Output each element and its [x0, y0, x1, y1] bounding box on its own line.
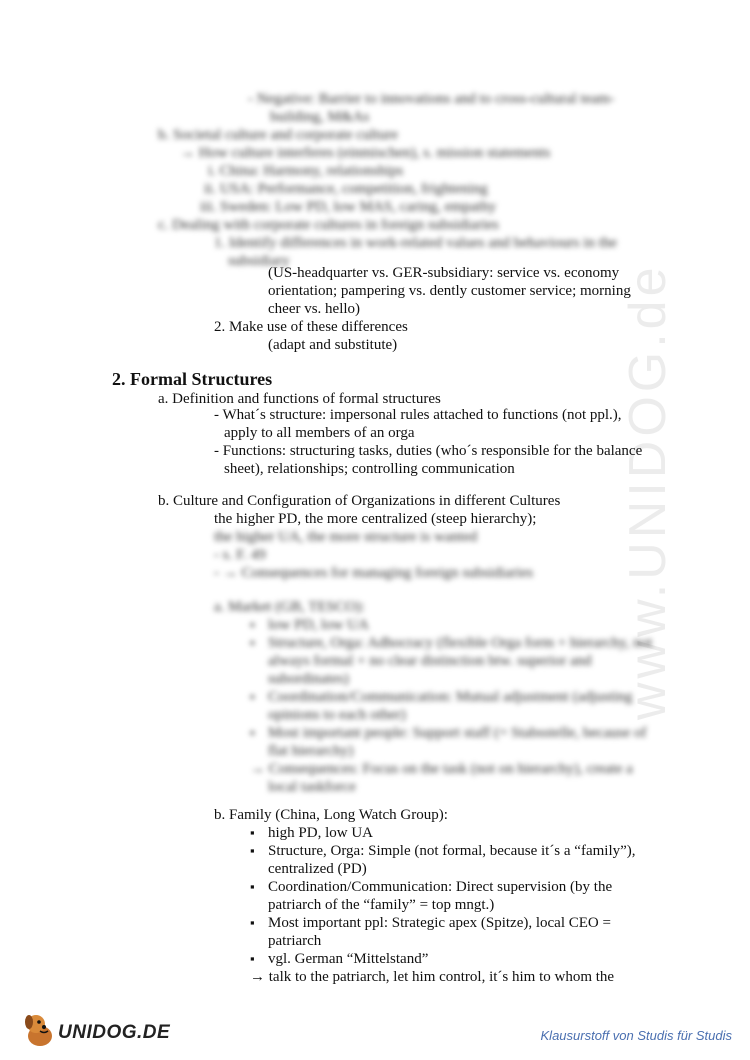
blurred-line: ▪ low PD, low UA [268, 616, 369, 634]
blurred-line: iii. Sweden: Low PD, low MAS, caring, empathy [200, 199, 497, 215]
blurred-line: the higher UA, the more structure is wanted [214, 529, 478, 545]
blurred-line: flat hierarchy) [268, 743, 354, 759]
blurred-line: c. Dealing with corporate cultures in foreign subsidiaries [158, 217, 499, 233]
blurred-line: - Negative: Barrier to innovations and to cross-cultural team- [248, 91, 615, 107]
list-item: ▪ Structure, Orga: Simple (not formal, because it´s a “family”), [268, 842, 636, 860]
list-item: ▪ Most important ppl: Strategic apex (Spitze), local CEO = [268, 914, 611, 932]
blurred-line: ▪ Most important people: Support staff (= Stabsstelle, because of [268, 724, 647, 742]
list-item-continued: patriarch [268, 933, 322, 949]
blurred-line: ▪ Coordination/Communication: Mutual adjustment (adjusting [268, 688, 633, 706]
list-item: ▪ Coordination/Communication: Direct supervision (by the [268, 878, 612, 896]
text-line: orientation; pampering vs. dently customer service; morning [268, 283, 631, 299]
logo-text: UNIDOG.DE [58, 1022, 171, 1043]
text-line: the higher PD, the more centralized (steep hierarchy); [214, 511, 537, 527]
blurred-line: ▪ Structure, Orga: Adhocracy (flexible Orga form + hierarchy, not [268, 634, 652, 652]
text-line: b. Culture and Configuration of Organizations in different Cultures [158, 493, 561, 509]
list-item-continued: centralized (PD) [268, 861, 367, 877]
blurred-line: subordinates) [268, 671, 349, 687]
text-line: - What´s structure: impersonal rules attached to functions (not ppl.), [214, 407, 622, 423]
dog-icon [20, 1010, 60, 1050]
blurred-line: i. China: Harmony, relationships [208, 163, 404, 179]
blurred-line: opinions to each other) [268, 707, 406, 723]
text-line: b. Family (China, Long Watch Group): [214, 807, 448, 823]
logo[interactable] [20, 1008, 171, 1052]
text-line: - Functions: structuring tasks, duties (who´s responsible for the balance [214, 443, 643, 459]
section-heading: 2. Formal Structures [112, 369, 273, 389]
blurred-line: subsidiary [228, 253, 290, 269]
text-line: cheer vs. hello) [268, 301, 361, 317]
blurred-line: 1. Identify differences in work-related values and behaviours in the [214, 235, 617, 251]
blurred-line: building, M&As [270, 109, 370, 125]
blurred-line: ii. USA: Performance, competition, frightening [204, 181, 488, 197]
text-line: a. Definition and functions of formal structures [158, 391, 441, 407]
blurred-line: → Consequences: Focus on the task (not on hierarchy), create a [250, 761, 633, 777]
text-line: 2. Make use of these differences [214, 319, 408, 335]
text-line: apply to all members of an orga [224, 425, 415, 441]
text-line: (adapt and substitute) [268, 337, 398, 353]
list-item-continued: patriarch of the “family” = top mngt.) [268, 897, 495, 913]
footer-tagline: Klausurstoff von Studis für Studis [540, 1028, 732, 1043]
list-item: ▪ vgl. German “Mittelstand” [268, 950, 428, 968]
watermark-text: www.UNIDOG.de [619, 263, 677, 720]
blurred-line: - → Consequences for managing foreign subsidiaries [214, 565, 534, 581]
text-line: → talk to the patriarch, let him control, it´s him to whom the [250, 969, 615, 985]
blurred-line: a. Market (GB, TESCO): [214, 599, 365, 615]
blurred-line: - s. F. 49 [214, 547, 266, 563]
text-line: sheet), relationships; controlling communication [224, 461, 515, 477]
text-line: (US-headquarter vs. GER-subsidiary: service vs. economy [268, 265, 620, 281]
blurred-line: b. Societal culture and corporate culture [158, 127, 398, 143]
blurred-line: local taskforce [268, 779, 356, 795]
list-item: ▪ high PD, low UA [268, 824, 373, 842]
blurred-line: always formal + no clear distinction btw. superior and [268, 653, 592, 669]
blurred-line: → How culture interferes (einmischen), s. mission statements [180, 145, 551, 161]
